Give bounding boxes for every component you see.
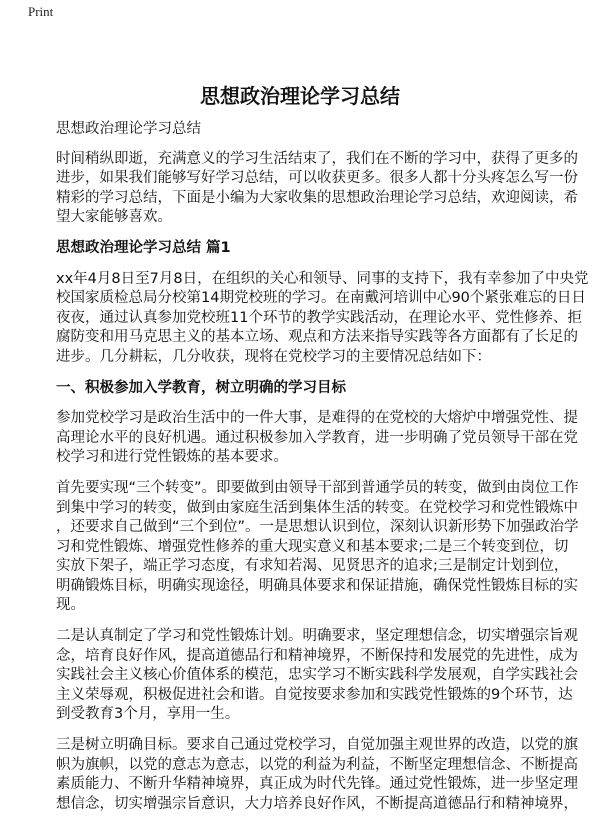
text-line: 望大家能够喜欢。 [56, 209, 172, 226]
text-line: 想信念，切实增强宗旨意识，大力培养良好作风，不断提高道德品行和精神境界， [56, 795, 578, 812]
paragraph [56, 736, 578, 814]
paragraph [56, 479, 579, 616]
text-line: ，还要求自己做到“三个到位”。一是思想认识到位，深刻认识新形势下加强政治学 [56, 519, 579, 536]
text-line: 精彩的学习总结，下面是小编为大家收集的思想政治理论学习总结，欢迎阅读，希 [56, 189, 578, 206]
text-line: 素质能力、不断升华精神境界，真正成为时代先锋。通过党性锻炼，进一步坚定理 [56, 776, 578, 793]
paragraph [56, 409, 578, 468]
text-line: 二是认真制定了学习和党性锻炼计划。明确要求，坚定理想信念，切实增强宗旨观 [56, 628, 578, 645]
text-line: 实放下架子，端正学习态度，有求知若渴、见贤思齐的追求;三是制定计划到位， [56, 558, 569, 575]
text-line: 习和党性锻炼、增强党性修养的重大现实意义和基本要求;二是三个转变到位，切 [56, 538, 569, 555]
text-line: 腐防变和用马克思主义的基本立场、观点和方法来指导实践等各方面都有了长足的 [56, 329, 578, 346]
text-line: 高理论水平的良好机遇。通过积极参加入学教育，进一步明确了党员领导干部在党 [56, 429, 578, 446]
paragraph [56, 150, 578, 228]
document-body [56, 120, 589, 825]
paragraph [56, 627, 578, 725]
text-line: 念，培育良好作风，提高道德品行和精神境界，不断保持和发展党的先进性，成为 [56, 647, 578, 664]
text-line: 三是树立明确目标。要求自己通过党校学习，自觉加强主观世界的改造，以党的旗 [56, 737, 578, 754]
text-line: 明确锻炼目标，明确实现途径，明确具体要求和保证措施，确保党性锻炼目标的实 [56, 577, 578, 594]
text-line: 进步，如果我们能够写好学习总结，可以收获更多。很多人都十分头疼怎么写一份 [56, 170, 578, 187]
document-title: 思想政治理论学习总结 [200, 84, 400, 108]
text-line: 时间稍纵即逝，充满意义的学习生活结束了，我们在不断的学习中，获得了更多的 [56, 150, 578, 167]
text-line: 首先要实现“三个转变”。即要做到由领导干部到普通学员的转变，做到由岗位工作 [56, 479, 579, 496]
text-line: 进步。几分耕耘，几分收获，现将在党校学习的主要情况总结如下： [56, 348, 491, 365]
section-heading [56, 239, 556, 259]
text-line: 到受教育3个月，享用一生。 [56, 706, 240, 723]
text-line: 帜为旗帜，以党的意志为意志，以党的利益为利益，不断坚定理想信念、不断提高 [56, 756, 578, 773]
text-line: 主义荣辱观，积极促进社会和谐。自觉按要求参加和实践党性锻炼的9个环节，达 [56, 686, 573, 703]
paragraph [56, 270, 589, 368]
section-heading [56, 379, 556, 399]
text-line: 现。 [56, 597, 85, 614]
text-line: 校学习和进行党性锻炼的基本要求。 [56, 449, 288, 466]
text-line: 夜夜，通过认真参加党校班11个环节的教学实践活动，在理论水平、党性修养、拒 [56, 309, 582, 326]
text-line: 参加党校学习是政治生活中的一件大事，是难得的在党校的大熔炉中增强党性、提 [56, 410, 578, 427]
print-link[interactable]: Print [28, 4, 54, 19]
text-line: 到集中学习的转变，做到由家庭生活到集体生活的转变。在党校学习和党性锻炼中 [56, 499, 578, 516]
text-line: 实践社会主义核心价值体系的模范，忠实学习不断实践科学发展观，自学实践社会 [56, 667, 578, 684]
text-line: 一、积极参加入学教育，树立明确的学习目标 [56, 379, 346, 396]
text-line: 思想政治理论学习总结 篇1 [56, 239, 231, 256]
text-line: xx年4月8日至7月8日，在组织的关心和领导、同事的支持下，我有幸参加了中央党 [56, 270, 589, 287]
document-subtitle: 思想政治理论学习总结 [56, 121, 201, 137]
text-line: 校国家质检总局分校第14期党校班的学习。在南戴河培训中心90个紧张难忘的日日 [56, 290, 586, 307]
